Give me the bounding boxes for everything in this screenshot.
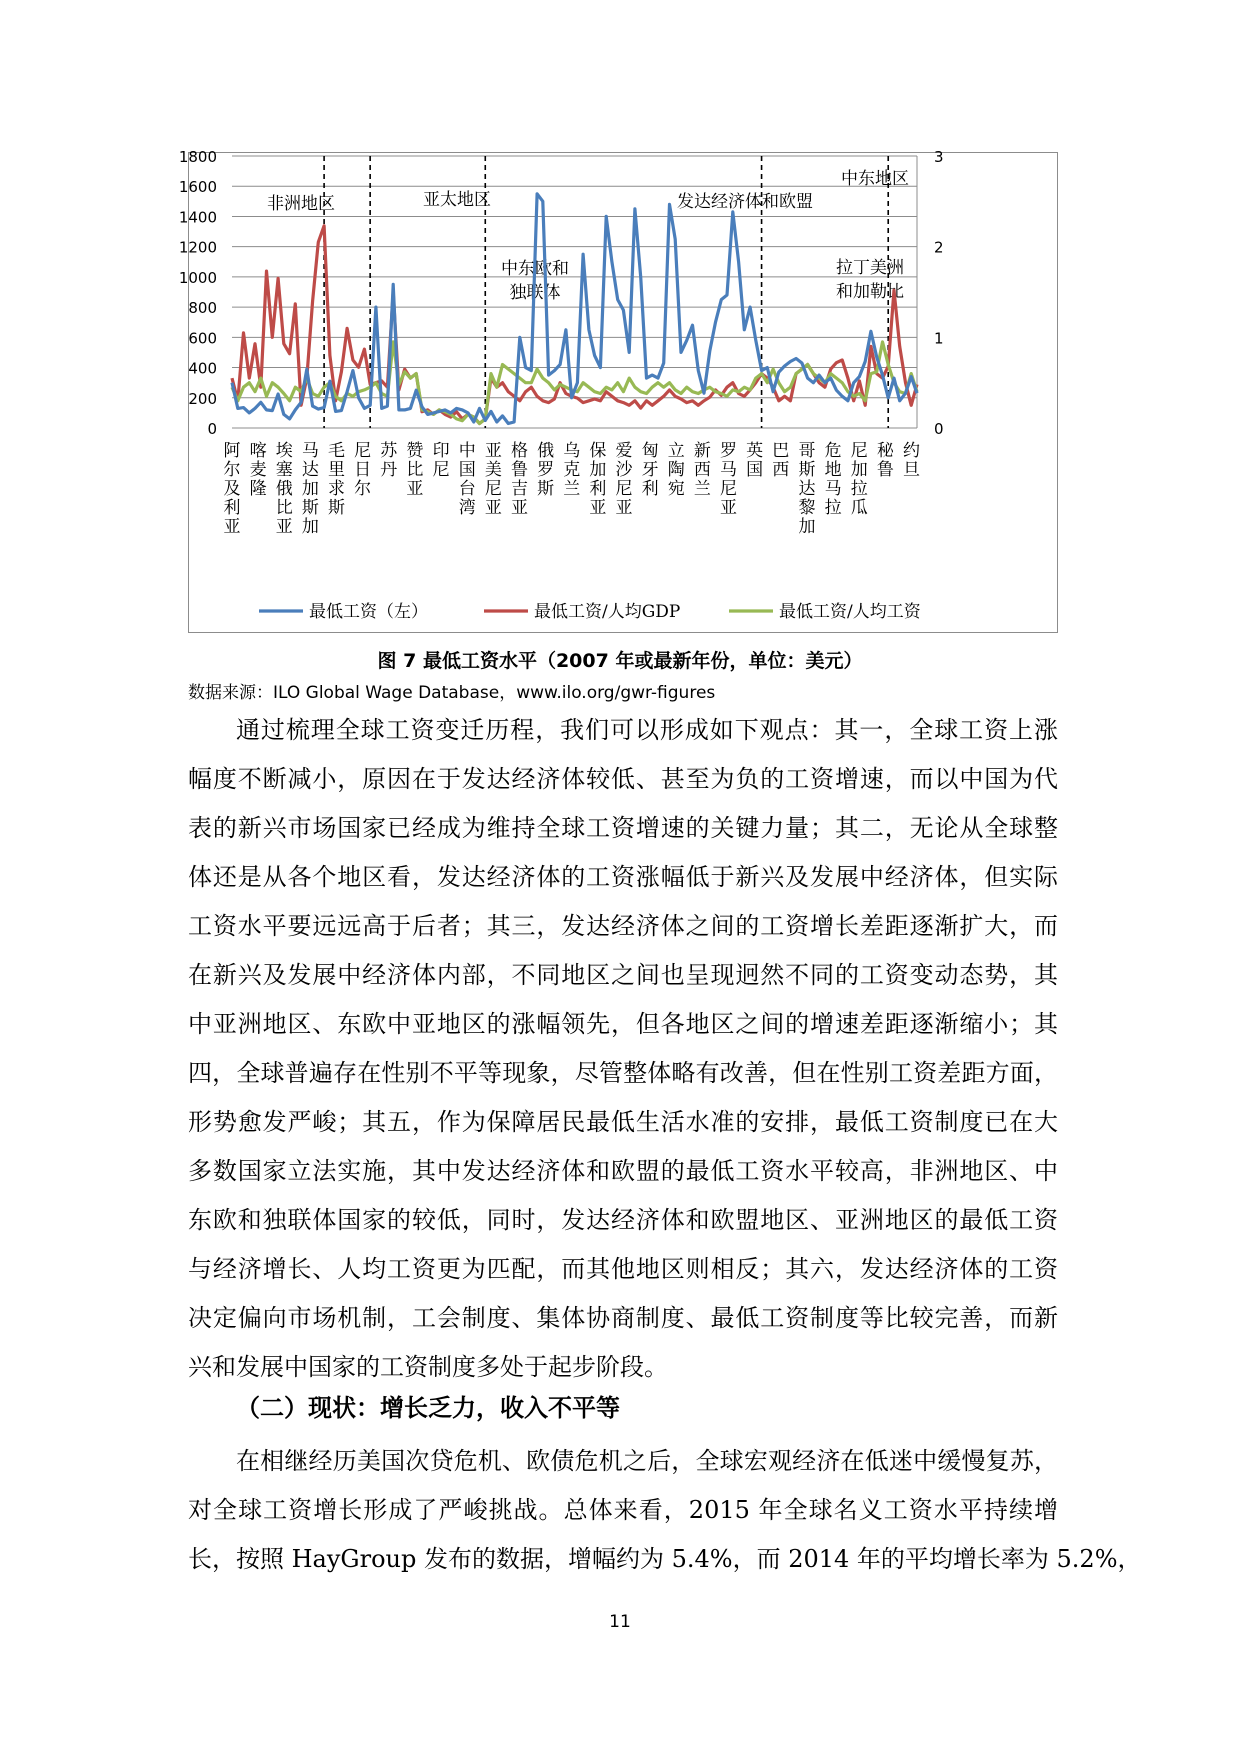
paragraph-2 [188, 1437, 1142, 1584]
category-label-char: 亚 [223, 517, 241, 537]
category-label-char: 隆 [249, 479, 267, 499]
category-label-char: 西 [693, 460, 711, 480]
figure-source: 数据来源：ILO Global Wage Database，www.ilo.org/gwr-figures [188, 683, 716, 703]
text-line: 兴和发展中国家的工资制度多处于起步阶段。 [188, 1353, 668, 1381]
category-label-char: 亚 [510, 498, 528, 518]
chart-frame [178, 148, 1058, 633]
category-label-char: 尼 [720, 479, 738, 499]
paragraph-1 [188, 706, 1058, 1392]
text-line: 工资水平要远远高于后者；其三，发达经济体之间的工资增长差距逐渐扩大，而 [188, 912, 1058, 940]
category-label-char: 地 [824, 460, 842, 480]
text-line: 多数国家立法实施，其中发达经济体和欧盟的最低工资水平较高，非洲地区、中 [188, 1157, 1058, 1185]
category-label-char: 拉 [850, 479, 868, 499]
text-line: 表的新兴市场国家已经成为维持全球工资增速的关键力量；其二，无论从全球整 [188, 814, 1058, 842]
category-label-char: 俄 [537, 441, 555, 461]
text-line: 与经济增长、人均工资更为匹配，而其他地区则相反；其六，发达经济体的工资 [188, 1255, 1058, 1283]
region-label: 中东地区 [841, 169, 909, 189]
category-label-char: 尼 [354, 441, 372, 461]
left-tick-label: 600 [188, 329, 217, 348]
category-label-char: 鲁 [510, 460, 528, 480]
category-label-char: 亚 [406, 479, 424, 499]
region-label: 独联体 [509, 283, 561, 303]
category-label-char: 加 [301, 517, 319, 537]
category-label-char: 英 [746, 441, 764, 461]
category-label-char: 尔 [223, 460, 241, 480]
category-label-char: 旦 [902, 460, 920, 480]
category-label-char: 达 [798, 479, 816, 499]
category-label-char: 加 [589, 460, 607, 480]
category-label-char: 塞 [275, 460, 293, 480]
category-label-char: 保 [589, 441, 607, 461]
category-label-char: 拉 [824, 498, 842, 518]
category-label-char: 约 [902, 441, 920, 461]
category-label-char: 及 [223, 479, 241, 499]
text-line: 在相继经历美国次贷危机、欧债危机之后，全球宏观经济在低迷中缓慢复苏， [236, 1447, 1058, 1475]
category-label-char: 麦 [249, 460, 267, 480]
category-label-char: 利 [641, 479, 659, 499]
category-label-char: 秘 [876, 441, 894, 461]
category-label-char: 尼 [432, 460, 450, 480]
category-label-char: 比 [275, 498, 293, 518]
category-label-char: 湾 [458, 498, 476, 518]
category-label-char: 苏 [380, 441, 398, 461]
category-label-char: 亚 [275, 517, 293, 537]
region-label: 亚太地区 [423, 190, 491, 210]
minimum-wage-chart [178, 148, 1059, 634]
category-label-char: 国 [458, 460, 476, 480]
left-tick-label: 1400 [178, 208, 217, 227]
text-line: 四，全球普遍存在性别不平等现象，尽管整体略有改善，但在性别工资差距方面， [188, 1059, 1058, 1087]
category-label-char: 斯 [328, 498, 346, 518]
category-label-char: 乌 [563, 441, 581, 461]
category-label-char: 鲁 [876, 460, 894, 480]
category-label-char: 黎 [798, 498, 816, 518]
category-label-char: 尼 [484, 479, 502, 499]
text-line: 在新兴及发展中经济体内部，不同地区之间也呈现迥然不同的工资变动态势，其 [188, 961, 1058, 989]
category-label-char: 陶 [667, 460, 685, 480]
category-label-char: 利 [589, 479, 607, 499]
category-label-char: 亚 [484, 498, 502, 518]
text-line: 对全球工资增长形成了严峻挑战。总体来看，2015 年全球名义工资水平持续增 [188, 1496, 1058, 1524]
category-label-char: 西 [772, 460, 790, 480]
left-tick-label: 400 [188, 359, 217, 378]
region-label: 发达经济体和欧盟 [677, 192, 813, 212]
category-label-char: 亚 [615, 498, 633, 518]
category-label-char: 马 [301, 441, 319, 461]
right-tick-label: 3 [934, 148, 944, 166]
region-label: 拉丁美洲 [836, 258, 904, 278]
category-label-char: 尼 [850, 441, 868, 461]
category-label-char: 危 [824, 441, 842, 461]
category-label-char: 尼 [615, 479, 633, 499]
category-label-char: 罗 [537, 460, 555, 480]
category-label-char: 美 [484, 460, 502, 480]
category-label-char: 达 [301, 460, 319, 480]
text-line: 东欧和独联体国家的较低，同时，发达经济体和欧盟地区、亚洲地区的最低工资 [188, 1206, 1058, 1234]
category-label-char: 国 [746, 460, 764, 480]
category-label-char: 瓜 [850, 498, 868, 518]
category-label-char: 日 [354, 460, 372, 480]
text-line: 体还是从各个地区看，发达经济体的工资涨幅低于新兴及发展中经济体，但实际 [188, 863, 1058, 891]
category-label-char: 丹 [380, 460, 398, 480]
category-label-char: 比 [406, 460, 424, 480]
category-label-char: 加 [798, 517, 816, 537]
category-label-char: 兰 [693, 479, 711, 499]
category-label-char: 喀 [249, 441, 267, 461]
category-label-char: 尔 [354, 479, 372, 499]
category-label-char: 马 [824, 479, 842, 499]
category-label-char: 格 [510, 441, 528, 461]
category-label-char: 中 [458, 441, 476, 461]
text-line: 幅度不断减小，原因在于发达经济体较低、甚至为负的工资增速，而以中国为代 [188, 765, 1058, 793]
region-label: 非洲地区 [267, 194, 335, 214]
left-tick-label: 200 [188, 389, 217, 408]
category-label-char: 兰 [563, 479, 581, 499]
legend-label: 最低工资/人均工资 [779, 602, 921, 622]
category-label-char: 哥 [798, 441, 816, 461]
left-tick-label: 1800 [178, 148, 217, 166]
left-tick-label: 1000 [178, 268, 217, 287]
page-number: 11 [609, 1612, 631, 1632]
category-label-char: 求 [328, 479, 346, 499]
category-label-char: 俄 [275, 479, 293, 499]
category-label-char: 斯 [537, 479, 555, 499]
category-label-char: 罗 [720, 441, 738, 461]
category-label-char: 赞 [406, 441, 424, 461]
right-tick-label: 1 [934, 329, 944, 348]
left-tick-label: 800 [188, 299, 217, 318]
right-tick-label: 0 [934, 420, 944, 438]
figure-caption: 图 7 最低工资水平（2007 年或最新年份，单位：美元） [377, 650, 863, 672]
text-line: 形势愈发严峻；其五，作为保障居民最低生活水准的安排，最低工资制度已在大 [188, 1108, 1058, 1136]
category-label-char: 吉 [510, 479, 528, 499]
category-label-char: 立 [667, 441, 685, 461]
left-tick-label: 1200 [178, 238, 217, 257]
category-label-char: 加 [301, 479, 319, 499]
category-label-char: 亚 [484, 441, 502, 461]
left-tick-label: 0 [207, 420, 217, 438]
category-label-char: 巴 [772, 441, 790, 461]
category-label-char: 匈 [641, 441, 659, 461]
section-heading: （二）现状：增长乏力，收入不平等 [236, 1394, 620, 1422]
category-label-char: 斯 [301, 498, 319, 518]
category-label-char: 克 [563, 460, 581, 480]
category-label-char: 利 [223, 498, 241, 518]
text-line: 长，按照 HayGroup 发布的数据，增幅约为 5.4%，而 2014 年的平均增长率为 5.2%， [188, 1545, 1142, 1573]
category-label-char: 埃 [275, 441, 293, 461]
category-label-char: 印 [432, 441, 450, 461]
category-label-char: 里 [328, 460, 346, 480]
category-label-char: 台 [458, 479, 476, 499]
category-label-char: 亚 [720, 498, 738, 518]
category-label-char: 爱 [615, 441, 633, 461]
left-tick-label: 1600 [178, 178, 217, 197]
category-label-char: 斯 [798, 460, 816, 480]
text-line: 通过梳理全球工资变迁历程，我们可以形成如下观点：其一，全球工资上涨 [236, 716, 1058, 744]
region-label: 和加勒比 [836, 282, 904, 302]
category-label-char: 毛 [328, 441, 346, 461]
category-label-char: 宛 [667, 479, 685, 499]
text-line: 决定偏向市场机制，工会制度、集体协商制度、最低工资制度等比较完善，而新 [188, 1304, 1058, 1332]
category-label-char: 亚 [589, 498, 607, 518]
category-label-char: 阿 [223, 441, 241, 461]
text-line: 中亚洲地区、东欧中亚地区的涨幅领先，但各地区之间的增速差距逐渐缩小；其 [188, 1010, 1058, 1038]
category-label-char: 加 [850, 460, 868, 480]
region-label: 中东欧和 [501, 259, 569, 279]
right-tick-label: 2 [934, 238, 944, 257]
legend-label: 最低工资（左） [309, 602, 428, 622]
category-label-char: 马 [720, 460, 738, 480]
category-label-char: 新 [693, 441, 711, 461]
category-label-char: 牙 [641, 460, 659, 480]
category-label-char: 沙 [615, 460, 633, 480]
legend-label: 最低工资/人均GDP [534, 602, 681, 622]
